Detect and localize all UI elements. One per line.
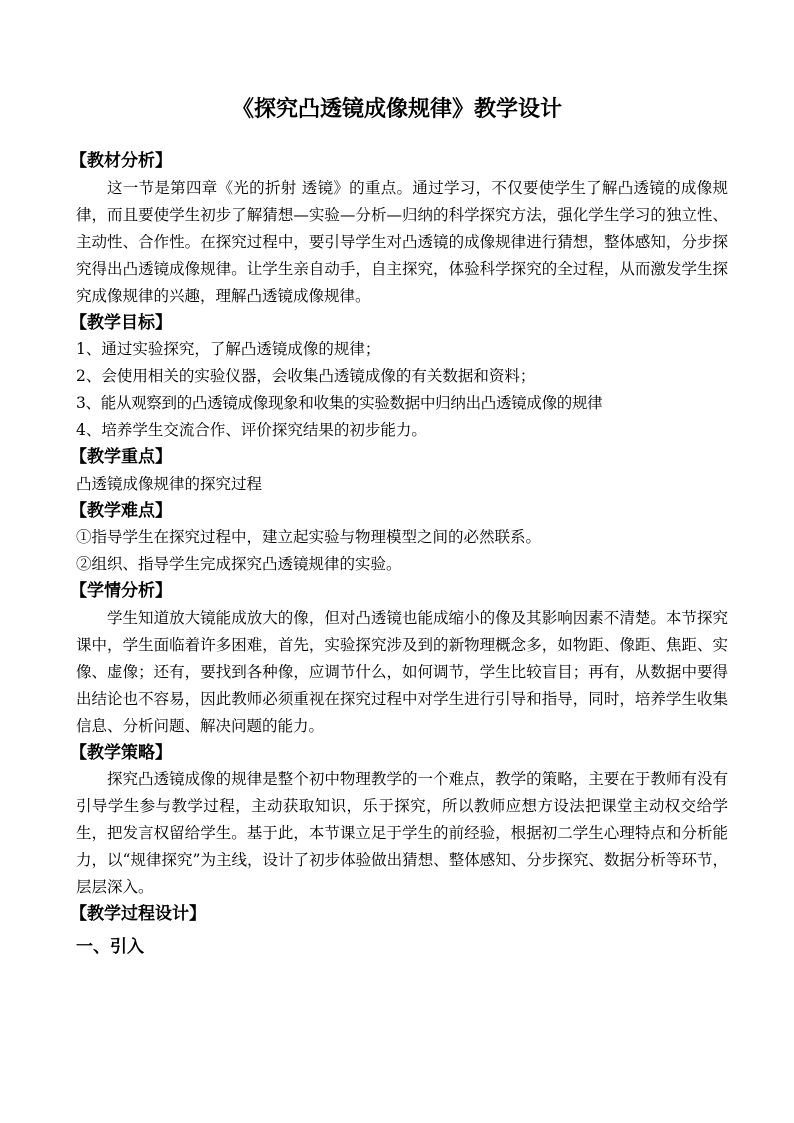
difficulty-item-2: ②组织、指导学生完成探究凸透镜规律的实验。 bbox=[76, 555, 402, 573]
goal-item-4: 4、培养学生交流合作、评价探究结果的初步能力。 bbox=[76, 421, 427, 439]
heading-difficulties: 【教学难点】 bbox=[70, 500, 172, 521]
heading-student-analysis: 【学情分析】 bbox=[70, 581, 172, 601]
goal-item-1: 1、通过实验探究，了解凸透镜成像的规律； bbox=[76, 340, 381, 358]
document-body bbox=[70, 148, 728, 962]
heading-teaching-goals: 【教学目标】 bbox=[70, 312, 172, 333]
paragraph-teaching-strategy: 探究凸透镜成像的规律是整个初中物理教学的一个难点，教学的策略，主要在于教师有没有引导学生参与教学过程，主动获取知识，乐于探究，所以教师应想方设法把课堂主动权交给学生，把发言权留给学生。基于此，本节课立足于学生的前经验，根据初二学生心理特点和分析能力，以“规律探究”为主线，设计了初步体验做出猜想、整体感知、分步探究、数据分析等环节，层层深入。 bbox=[76, 770, 728, 896]
paragraph-textbook-analysis: 这一节是第四章《光的折射 透镜》的重点。通过学习，不仅要使学生了解凸透镜的成像规律，而且要使学生初步了解猜想—实验—分析—归纳的科学探究方法，强化学生学习的独立性、主动性、合作性。在探究过程中，要引导学生对凸透镜的成像规律进行猜想，整体感知，分步探究得出凸透镜成像规律。让学生亲自动手，自主探究，体验科学探究的全过程，从而激发学生探究成像规律的兴趣，理解凸透镜成像规律。 bbox=[76, 178, 728, 305]
heading-process-design: 【教学过程设计】 bbox=[70, 904, 206, 924]
subheading-introduction: 一、引入 bbox=[76, 936, 144, 957]
heading-textbook-analysis: 【教材分析】 bbox=[70, 151, 172, 171]
key-points-text: 凸透镜成像规律的探究过程 bbox=[76, 474, 263, 493]
heading-teaching-strategy: 【教学策略】 bbox=[70, 742, 172, 763]
heading-key-points: 【教学重点】 bbox=[70, 447, 172, 467]
paragraph-student-analysis: 学生知道放大镜能成放大的像，但对凸透镜也能成缩小的像及其影响因素不清楚。本节探究课中，学生面临着许多困难，首先，实验探究涉及到的新物理概念多，如物距、像距、焦距、实像、虚像；还有，要找到各种像，应调节什么，如何调节，学生比较盲目；再有，从数据中要得出结论也不容易，因此教师必须重视在探究过程中对学生进行引导和指导，同时，培养学生收集信息、分析问题、解决问题的能力。 bbox=[76, 608, 728, 735]
goal-item-3: 3、能从观察到的凸透镜成像现象和收集的实验数据中归纳出凸透镜成像的规律 bbox=[76, 394, 603, 412]
difficulty-item-1: ①指导学生在探究过程中，建立起实验与物理模型之间的必然联系。 bbox=[76, 528, 542, 546]
goal-item-2: 2、会使用相关的实验仪器，会收集凸透镜成像的有关数据和资料； bbox=[76, 367, 536, 385]
document-title: 《探究凸透镜成像规律》教学设计 bbox=[231, 97, 562, 122]
